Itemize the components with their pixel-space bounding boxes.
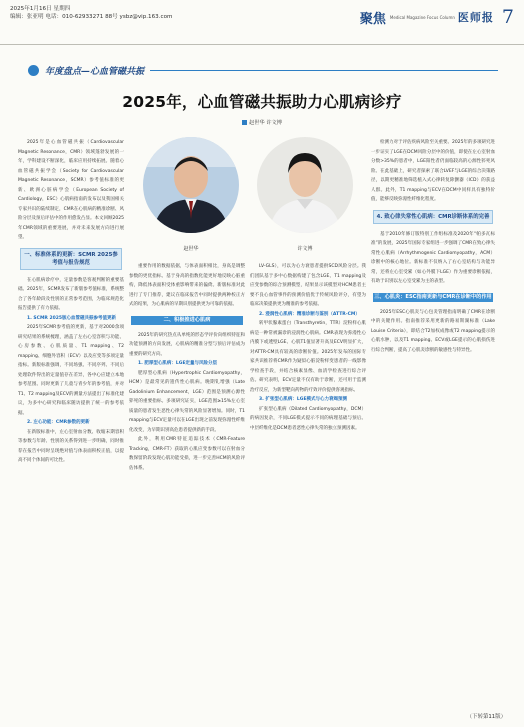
paragraph: 肥厚型心肌病（Hypertrophic Cardiomyopathy，HCM）是最常见的遗传性心肌病。晚期钆增强（Late Gadolinium Enhancement，LGE）范围是预测心源性猝死的重要指标。多项研究证实，LGE范围≥15%左心室质量的患者发生恶性心律失常的风险显著增加。同时，T1 mapping与ECV定量可以在LGE出现之前发现弥漫性纤维化改变，为早期识别高危患者提供新的手段。 <box>129 370 245 433</box>
photo-caption-2: 许文博 <box>297 246 313 252</box>
section-heading-3: 4. 致心律失常性心肌病：CMR诊断体系的完善 <box>373 210 493 224</box>
photo-caption-1: 赵世华 <box>183 246 199 252</box>
kicker <box>28 64 498 77</box>
paragraph: 此外，利用CMR特征追踪技术（CMR-Feature Tracking，CMR-FT）获取的心肌应变参数可以在射血分数保留阶段发现心肌功能受损，进一步完善HCM的风险评估体系。 <box>129 437 245 471</box>
section-subtitle: Medical Magazine Focus Column <box>389 14 455 20</box>
article-column-4 <box>371 138 495 716</box>
author-photo-2 <box>257 137 353 233</box>
paragraph: 2025年的研究热点从单纯的形态学评价向组织特征和功能预测的方向发展，心肌病的精准分型与预后评估成为重要的研究方向。 <box>129 332 245 357</box>
byline <box>0 119 524 126</box>
article-column-3 <box>250 262 366 718</box>
editor-contact: 编辑：张亚明 电话：010-62933271 88号 ysbz@vip.163.com <box>10 14 173 20</box>
issue-info <box>10 5 172 21</box>
section-title: 聚焦 <box>359 11 386 27</box>
paragraph: LV-GLS），可以为心力衰患者提供SCD风险分层。我们团队基于多中心数据构建了包含LGE、T1 mapping及应变参数的综合预测模型，结果显示该模型对HCM患者主要不良心血管事件的预测价值优于传统风险评分，有望为临床决策提供更为精准的参考依据。 <box>250 264 366 307</box>
paragraph: 2025年SCMR参考值的更新，基于对2000余项研究结果的系统梳理，涵盖了左右心室容积与功能、心房参数、心肌质量、T1 mapping、T2 mapping、细胞外容积（ECV）以及应变等多项定量指标。新版标准强调，不同场强、不同序列、不同后处理软件得出的定量值存在差异，各中心应建立本地参考范围。同时更新了儿童与青少年的参考值，并对T1、T2 mapping及ECV的测量方法提出了标准化建议，为多中心研究和临床随访提供了统一的参考依据。 <box>18 325 124 416</box>
subheading: 1. SCMR 2025版心血管磁共振参考值更新 <box>27 315 116 321</box>
kicker-text: 年度盘点—心血管磁共振 <box>45 67 145 77</box>
paragraph: 转甲状腺素蛋白（Transthyretin，TTR）淀粉样心肌病是一种常被漏诊的浸润性心肌病。CMR表现为弥漫性心内膜下或透壁LGE、心肌T1值显著升高及ECV明显扩大，对ATTR-CM具有较高的诊断价值。2025年发布的国际专家共识推荐将CMR作为疑似心脏淀粉样变患者的一线影像学检查手段，并结合核素显像、血清学检查进行综合评估。研究表明，ECV定量不仅有助于诊断，还可用于监测治疗反应，为新型靶向药物的疗效评价提供客观指标。 <box>250 321 366 393</box>
subheading: 2. 左心功能：CMR参数的更新 <box>27 420 90 425</box>
author-photo-1 <box>143 137 239 233</box>
section-heading-4: 三、心肌炎：ESC指南更新与CMR在诊断中的作用 <box>374 293 492 300</box>
portrait-icon <box>143 137 239 233</box>
author-photos <box>132 137 364 260</box>
masthead <box>0 0 524 45</box>
article-column-1 <box>18 138 124 716</box>
subheading: 2. 浸润性心肌病：精准诊断与鉴别（ATTR-CM） <box>259 311 360 317</box>
headline: 2025年，心血管磁共振助力心肌病诊疗 <box>122 93 402 111</box>
continued-note: （下转第11版） <box>466 714 506 720</box>
section-header <box>360 6 514 28</box>
issue-date: 2025年1月16日 星期四 <box>10 6 71 12</box>
divider <box>150 70 498 71</box>
paragraph: 在心肌病诊疗中，定量参数是客观判断的重要基础。2025年，SCMR发布了新版参考值标准，系统整合了各年龄段及性别的正常参考范围，为临床规范化报告提供了有力依据。 <box>18 277 124 311</box>
byline-authors: 赵世华 许文博 <box>249 120 282 126</box>
page-number: 7 <box>501 6 514 28</box>
bullet-icon <box>28 65 39 76</box>
paragraph: 2025年是心血管磁共振（Cardiovascular Magnetic Resonance，CMR）领域蓬勃发展的一年，学科建设不断深化，临床应用持续拓展。随着心血管磁共振学会（Society for Cardiovascular Magnetic Resonance，SCMR）参考值标准的更新、欧洲心脏病学会（European Society of Cardiology，ESC）心肌病指南的发布以及我国相关专家共识的陆续制定，CMR在心肌病的精准诊断、风险分层及预后评估中的作用愈发凸显。本文回顾2025年CMR领域的重要进展，并对未来发展方向进行展望。 <box>18 140 124 240</box>
portrait-icon <box>257 137 353 233</box>
section-heading-1: 一、标准体系的更新：SCMR 2025参考值与报告规范 <box>20 248 122 270</box>
section-heading-2: 二、积极推进心肌病 <box>131 316 243 325</box>
paragraph: 2025年ESC心肌炎与心包炎管理指南明确了CMR在诊断中的关键作用。指南推荐采用更新的路易斯湖标准（Lake Louise Criteria），即结合T2加权成像或T2 mapping提示的心肌水肿，以及T1 mapping、ECV或LGE提示的心肌损伤进行综合判断，提高了心肌炎诊断的敏感性与特异性。 <box>371 309 495 353</box>
article-column-2 <box>129 262 245 718</box>
paragraph: 扩张型心肌病（Dilated Cardiomyopathy，DCM）的病因复杂，不同LGE模式提示不同的病理基础与预后。中层纤维化是DCM患者恶性心律失常的独立预测因素。 <box>250 406 366 431</box>
paragraph: 基于2010年修订版特别工作组标准及2020年“帕多瓦标准”的发展，2025年国际专家组进一步强调了CMR在致心律失常性心肌病（Arrhythmogenic Cardiomyopathy，ACM）诊断中的核心地位。新标准不仅纳入了右心室结构与功能异常，还将左心室受累（如心外膜下LGE）作为重要诊断依据，有助于识别以左心室受累为主的表型。 <box>371 231 495 284</box>
byline-marker-icon <box>242 120 247 125</box>
paragraph: 重要作用的数据依据，与体表面积相比，身高是调整参数的更优指标。基于身高的指数化能更好地反映心脏重构，降低体表面积受体重影响带来的偏倚。新版标准对此进行了专门推荐，建议在临床报告中同时提供两种校正方式的结果，为心肌病的早期识别提供更为可靠的依据。 <box>129 264 245 307</box>
newspaper-brand: 医师报 <box>457 11 494 24</box>
subheading: 1. 肥厚型心肌病：LGE定量与风险分层 <box>138 361 218 366</box>
subheading: 3. 扩张型心肌病：LGE模式与心力衰竭预测 <box>259 397 348 402</box>
paragraph: 检测力对于评估疾病风险至关重要。2025年的多项研究进一步证实了LGE在DCM风险分层中的价值，即使在左心室射血分数>35%的患者中，LGE阳性者仍面临较高的心源性猝死风险。在此基础上，研究者探索了联合LVEF与LGE的综合决策路径，以期更精准地筛选植入式心律转复除颤器（ICD）的获益人群。此外，T1 mapping与ECV在DCM中同样具有独特价值，能够反映弥漫性纤维化程度。 <box>371 140 495 202</box>
paragraph: 在新版标准中，左心室射血分数、收缩末期容积等参数与年龄、性别的关系得到进一步明确，同时推荐在报告中同时呈现绝对值与体表面积校正值，以提高不同个体间的可比性。 <box>18 429 124 463</box>
